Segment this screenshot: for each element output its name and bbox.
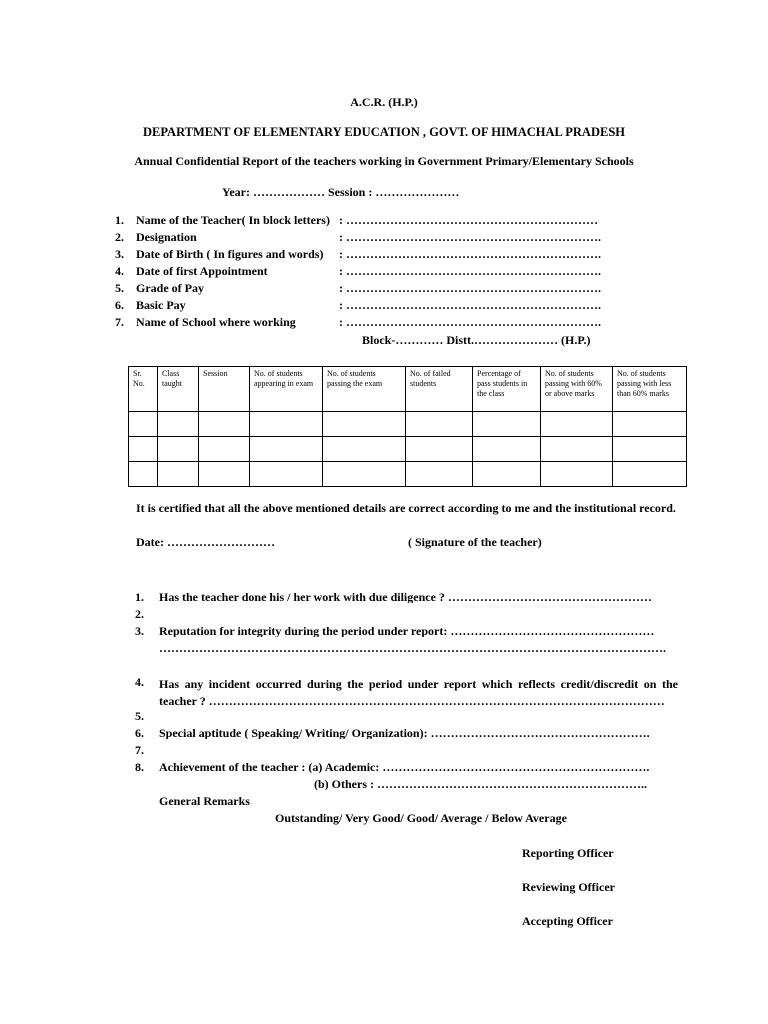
column-header: Sr. No. [129, 367, 158, 412]
field-value[interactable]: : ………………………………………………………. [339, 230, 601, 244]
column-header: Percentage of pass students in the class [473, 367, 541, 412]
question-number: 3. [135, 624, 144, 638]
table-cell[interactable] [406, 462, 473, 487]
results-table [128, 366, 687, 487]
field-number: 3. [115, 247, 124, 261]
table-cell[interactable] [250, 437, 323, 462]
column-header: Class taught [158, 367, 199, 412]
table-cell[interactable] [158, 437, 199, 462]
field-value[interactable]: : ………………………………………………………. [339, 247, 601, 261]
question-number: 6. [135, 726, 144, 740]
question-special-aptitude[interactable]: Special aptitude ( Speaking/ Writing/ Organization): ………………………………………………. [159, 727, 650, 739]
table-cell[interactable] [323, 437, 406, 462]
table-cell[interactable] [406, 437, 473, 462]
field-value[interactable]: : ………………………………………………………. [339, 281, 601, 295]
table-cell[interactable] [473, 437, 541, 462]
question-number: 8. [135, 760, 144, 774]
table-cell[interactable] [541, 437, 613, 462]
table-row [129, 462, 687, 487]
question-number: 2. [135, 607, 144, 621]
column-header: No. of students passing with less than 60% marks [613, 367, 687, 412]
field-label: Date of first Appointment [136, 264, 268, 278]
field-number: 4. [115, 264, 124, 278]
field-label: Name of the Teacher( In block letters) [136, 213, 330, 227]
table-cell[interactable] [613, 437, 687, 462]
question-integrity[interactable]: Reputation for integrity during the period under report: …………………………………………… [159, 625, 655, 637]
date-field[interactable]: Date: ……………………… [136, 535, 275, 549]
table-cell[interactable] [406, 412, 473, 437]
teacher-signature-label: ( Signature of the teacher) [408, 535, 542, 549]
integrity-continuation[interactable]: ………………………………………………………………………………………………………………. [159, 642, 666, 654]
table-cell[interactable] [541, 462, 613, 487]
table-cell[interactable] [473, 412, 541, 437]
table-cell[interactable] [199, 462, 250, 487]
column-header: No. of students passing with 60% or above marks [541, 367, 613, 412]
table-cell[interactable] [158, 462, 199, 487]
block-district-line[interactable]: Block-………… Distt.………………… (H.P.) [362, 333, 591, 347]
year-session-line: Year: ……………… Session : ………………… [222, 185, 460, 199]
department-title: DEPARTMENT OF ELEMENTARY EDUCATION , GOVT. OF HIMACHAL PRADESH [142, 125, 626, 139]
table-cell[interactable] [129, 437, 158, 462]
field-label: Name of School where working [136, 315, 296, 329]
field-number: 5. [115, 281, 124, 295]
table-cell[interactable] [613, 412, 687, 437]
grade-options[interactable]: Outstanding/ Very Good/ Good/ Average / Below Average [275, 811, 567, 825]
column-header: No. of students passing the exam [323, 367, 406, 412]
question-number: 5. [135, 709, 144, 723]
field-label: Designation [136, 230, 197, 244]
question-achievement-academic[interactable]: Achievement of the teacher : (a) Academic: …………………………………………………………. [159, 761, 650, 773]
question-number: 4. [135, 675, 144, 689]
table-cell[interactable] [250, 462, 323, 487]
column-header: No. of students appearing in exam [250, 367, 323, 412]
field-number: 7. [115, 315, 124, 329]
table-cell[interactable] [199, 437, 250, 462]
field-value[interactable]: : ………………………………………………………. [339, 315, 601, 329]
field-number: 1. [115, 213, 124, 227]
column-header: No. of failed students [406, 367, 473, 412]
field-value[interactable]: : ……………………………………………………… [339, 213, 598, 227]
table-row [129, 437, 687, 462]
general-remarks-label: General Remarks [159, 794, 250, 808]
table-cell[interactable] [250, 412, 323, 437]
question-number: 1. [135, 590, 144, 604]
table-cell[interactable] [323, 462, 406, 487]
field-value[interactable]: : ………………………………………………………. [339, 264, 601, 278]
table-cell[interactable] [613, 462, 687, 487]
table-row [129, 412, 687, 437]
table-cell[interactable] [323, 412, 406, 437]
table-cell[interactable] [129, 412, 158, 437]
table-cell[interactable] [129, 462, 158, 487]
column-header: Session [199, 367, 250, 412]
table-cell[interactable] [541, 412, 613, 437]
form-code: A.C.R. (H.P.) [350, 95, 418, 109]
table-cell[interactable] [158, 412, 199, 437]
certification-text: It is certified that all the above mentioned details are correct according to me and the institutional record. [136, 501, 676, 515]
accepting-officer-label: Accepting Officer [522, 914, 613, 928]
table-header-row [129, 367, 687, 412]
table-cell[interactable] [199, 412, 250, 437]
question-diligence[interactable]: Has the teacher done his / her work with due diligence ? …………………………………………… [159, 591, 652, 603]
field-number: 2. [115, 230, 124, 244]
field-label: Basic Pay [136, 298, 186, 312]
question-incident[interactable]: Has any incident occurred during the period under report which reflects credit/discredit on the teacher ? …………………………………………………………………………………………………… [159, 677, 678, 708]
form-subtitle: Annual Confidential Report of the teachers working in Government Primary/Elementary Schools [134, 154, 634, 168]
field-value[interactable]: : ………………………………………………………. [339, 298, 601, 312]
question-number: 7. [135, 743, 144, 757]
field-label: Date of Birth ( In figures and words) [136, 247, 324, 261]
field-label: Grade of Pay [136, 281, 204, 295]
field-number: 6. [115, 298, 124, 312]
achievement-others[interactable]: (b) Others : ………………………………………………………….. [314, 778, 647, 790]
reporting-officer-label: Reporting Officer [522, 846, 614, 860]
reviewing-officer-label: Reviewing Officer [522, 880, 615, 894]
table-cell[interactable] [473, 462, 541, 487]
